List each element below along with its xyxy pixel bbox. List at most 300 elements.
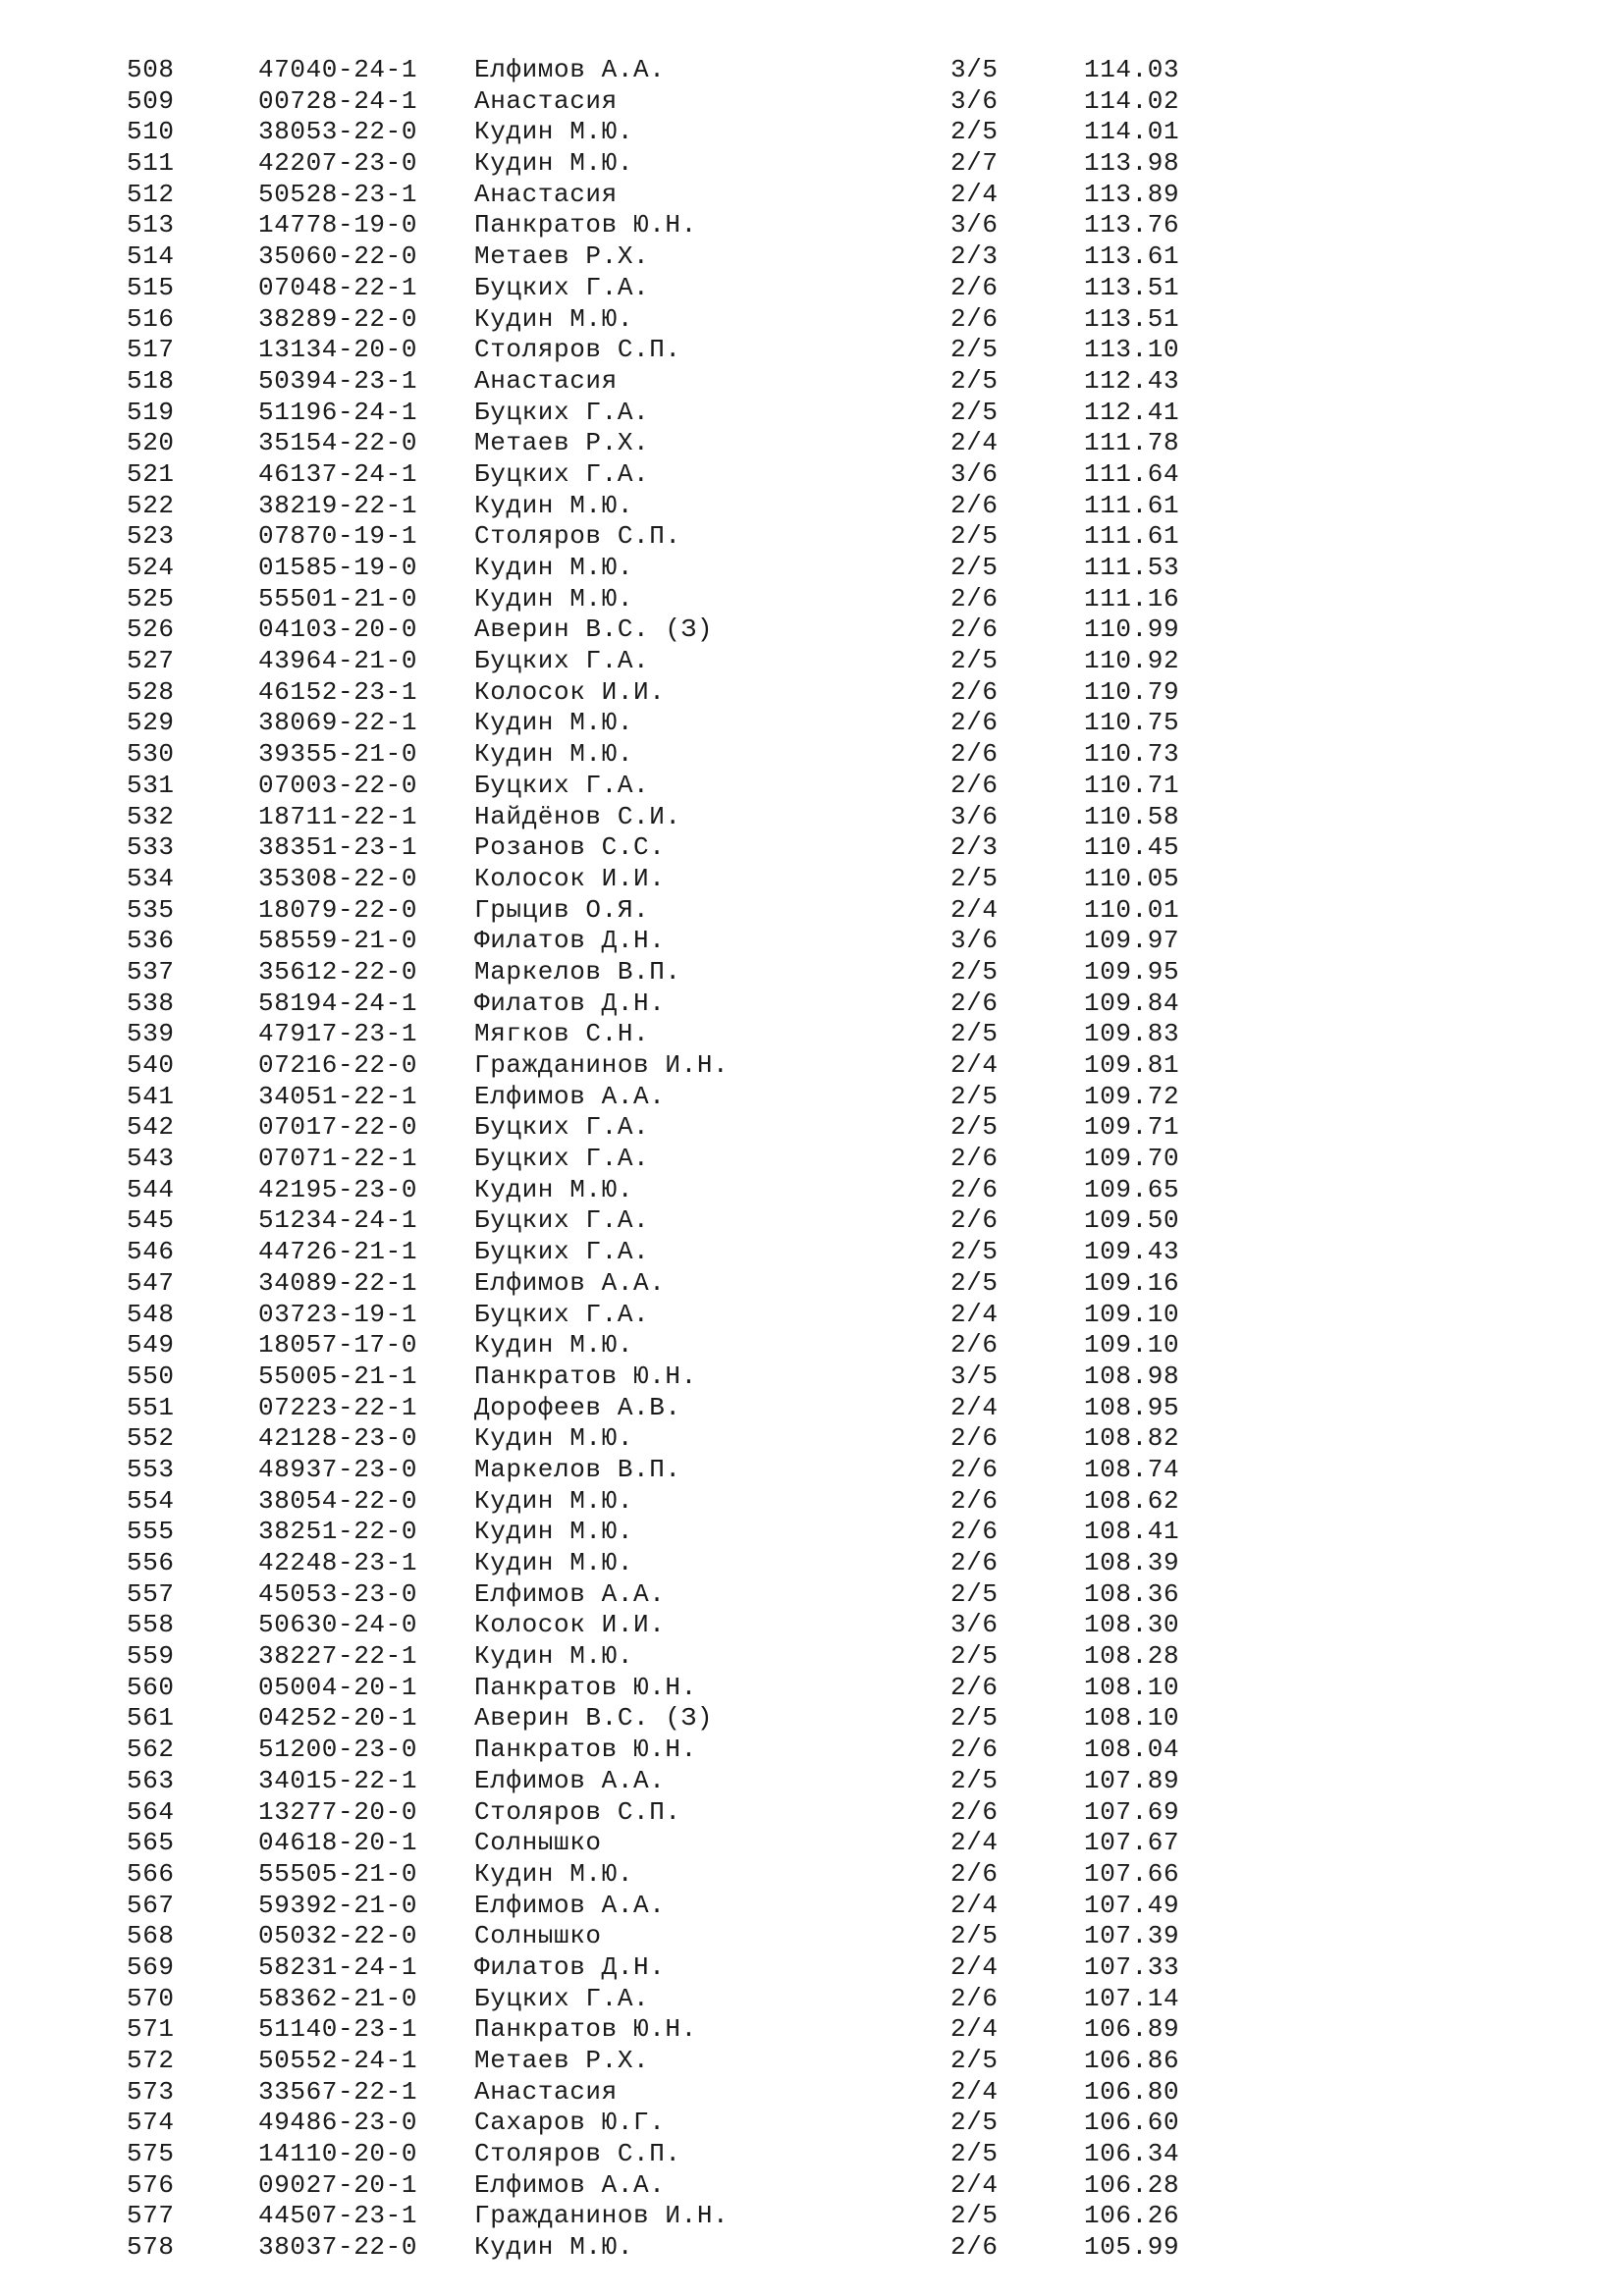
row-number: 557 (127, 1578, 175, 1609)
row-fraction: 2/6 (950, 1517, 999, 1547)
list-row (0, 1673, 1624, 1704)
row-number: 540 (127, 1050, 175, 1080)
list-row (0, 1548, 1624, 1579)
row-name: Кудин М.Ю. (474, 1858, 634, 1889)
row-number: 560 (127, 1672, 175, 1702)
row-name: Кудин М.Ю. (474, 739, 634, 770)
row-code: 04103-20-0 (258, 614, 418, 645)
row-name: Кудин М.Ю. (474, 1517, 634, 1547)
row-value: 106.80 (1084, 2076, 1180, 2107)
row-fraction: 2/4 (950, 1951, 999, 1982)
row-number: 544 (127, 1174, 175, 1204)
row-number: 519 (127, 397, 175, 427)
row-fraction: 2/5 (950, 1081, 999, 1111)
row-fraction: 2/5 (950, 1237, 999, 1267)
list-row (0, 832, 1624, 864)
row-number: 556 (127, 1548, 175, 1577)
row-code: 03723-19-1 (258, 1299, 418, 1329)
row-name: Буцких Г.А. (474, 770, 650, 800)
row-fraction: 2/6 (950, 1548, 999, 1577)
row-fraction: 2/4 (950, 1050, 999, 1080)
row-name: Филатов Д.Н. (474, 1951, 666, 1982)
row-value: 107.67 (1084, 1828, 1180, 1858)
row-number: 565 (127, 1828, 175, 1858)
list-row (0, 771, 1624, 802)
row-code: 04618-20-1 (258, 1828, 418, 1858)
row-fraction: 2/6 (950, 303, 999, 334)
row-code: 44726-21-1 (258, 1237, 418, 1267)
row-code: 51200-23-0 (258, 1735, 418, 1765)
row-value: 106.60 (1084, 2108, 1180, 2138)
row-name: Панкратов Ю.Н. (474, 210, 697, 240)
row-value: 110.73 (1084, 739, 1180, 770)
row-fraction: 2/5 (950, 553, 999, 582)
row-fraction: 2/5 (950, 1921, 999, 1951)
row-number: 520 (127, 428, 175, 458)
row-name: Кудин М.Ю. (474, 1330, 634, 1361)
row-code: 00728-24-1 (258, 85, 418, 116)
row-code: 07003-22-0 (258, 770, 418, 800)
row-value: 113.61 (1084, 241, 1180, 272)
row-code: 50630-24-0 (258, 1610, 418, 1640)
row-number: 575 (127, 2139, 175, 2169)
row-fraction: 2/5 (950, 117, 999, 147)
row-name: Филатов Д.Н. (474, 926, 666, 956)
row-code: 13277-20-0 (258, 1796, 418, 1827)
row-value: 108.39 (1084, 1548, 1180, 1577)
row-fraction: 2/4 (950, 1890, 999, 1920)
list-row (0, 553, 1624, 584)
row-code: 07223-22-1 (258, 1392, 418, 1422)
row-value: 108.98 (1084, 1361, 1180, 1391)
row-code: 43964-21-0 (258, 646, 418, 676)
row-name: Кудин М.Ю. (474, 583, 634, 614)
row-fraction: 2/6 (950, 770, 999, 800)
row-number: 528 (127, 676, 175, 707)
list-row (0, 2139, 1624, 2170)
row-number: 554 (127, 1485, 175, 1516)
row-fraction: 2/3 (950, 241, 999, 272)
row-name: Буцких Г.А. (474, 1112, 650, 1143)
row-name: Колосок И.И. (474, 676, 666, 707)
row-number: 559 (127, 1641, 175, 1672)
row-value: 107.89 (1084, 1765, 1180, 1795)
row-number: 561 (127, 1703, 175, 1734)
row-number: 534 (127, 863, 175, 893)
row-value: 110.75 (1084, 708, 1180, 738)
row-number: 516 (127, 303, 175, 334)
row-name: Елфимов А.А. (474, 2169, 666, 2200)
list-row (0, 864, 1624, 895)
row-number: 577 (127, 2201, 175, 2231)
list-row (0, 1891, 1624, 1922)
row-value: 113.10 (1084, 335, 1180, 365)
list-row (0, 1175, 1624, 1206)
list-row (0, 1952, 1624, 1984)
row-code: 33567-22-1 (258, 2076, 418, 2107)
row-fraction: 3/5 (950, 1361, 999, 1391)
list-row (0, 1393, 1624, 1424)
row-number: 523 (127, 521, 175, 552)
row-code: 05004-20-1 (258, 1672, 418, 1702)
row-name: Буцких Г.А. (474, 1299, 650, 1329)
row-value: 107.33 (1084, 1951, 1180, 1982)
row-code: 46137-24-1 (258, 458, 418, 489)
row-number: 558 (127, 1610, 175, 1640)
row-name: Анастасия (474, 2076, 618, 2107)
row-number: 513 (127, 210, 175, 240)
row-number: 555 (127, 1517, 175, 1547)
list-row (0, 1579, 1624, 1611)
row-number: 543 (127, 1144, 175, 1174)
row-value: 107.69 (1084, 1796, 1180, 1827)
row-code: 42195-23-0 (258, 1174, 418, 1204)
list-row (0, 1019, 1624, 1050)
row-fraction: 3/6 (950, 801, 999, 831)
row-name: Кудин М.Ю. (474, 117, 634, 147)
row-fraction: 2/6 (950, 1735, 999, 1765)
row-value: 110.45 (1084, 832, 1180, 863)
row-name: Панкратов Ю.Н. (474, 1672, 697, 1702)
list-row (0, 1362, 1624, 1393)
row-name: Буцких Г.А. (474, 397, 650, 427)
list-row (0, 1735, 1624, 1766)
row-name: Сахаров Ю.Г. (474, 2108, 666, 2138)
row-name: Столяров С.П. (474, 2139, 681, 2169)
row-fraction: 2/5 (950, 1641, 999, 1672)
row-name: Метаев Р.Х. (474, 2046, 650, 2075)
row-fraction: 2/6 (950, 583, 999, 614)
row-fraction: 2/5 (950, 2139, 999, 2169)
row-value: 106.34 (1084, 2139, 1180, 2169)
row-value: 108.04 (1084, 1735, 1180, 1765)
list-row (0, 2077, 1624, 2109)
row-value: 113.89 (1084, 179, 1180, 209)
row-name: Мягков С.Н. (474, 1019, 650, 1049)
list-row (0, 802, 1624, 833)
row-number: 508 (127, 55, 175, 84)
row-number: 529 (127, 708, 175, 738)
row-code: 07216-22-0 (258, 1050, 418, 1080)
row-value: 110.05 (1084, 863, 1180, 893)
row-value: 108.10 (1084, 1672, 1180, 1702)
list-row (0, 304, 1624, 336)
list-row (0, 2170, 1624, 2202)
row-value: 110.92 (1084, 646, 1180, 676)
row-name: Буцких Г.А. (474, 1237, 650, 1267)
list-row (0, 1766, 1624, 1797)
row-name: Елфимов А.А. (474, 1765, 666, 1795)
row-fraction: 2/6 (950, 676, 999, 707)
row-value: 112.43 (1084, 365, 1180, 396)
row-name: Филатов Д.Н. (474, 988, 666, 1018)
list-row (0, 1205, 1624, 1237)
row-value: 109.81 (1084, 1050, 1180, 1080)
row-value: 114.02 (1084, 85, 1180, 116)
list-row (0, 428, 1624, 459)
list-row (0, 459, 1624, 491)
row-code: 18057-17-0 (258, 1330, 418, 1361)
row-number: 510 (127, 117, 175, 147)
list-row (0, 1050, 1624, 1082)
row-name: Кудин М.Ю. (474, 490, 634, 520)
row-name: Кудин М.Ю. (474, 1174, 634, 1204)
list-row (0, 646, 1624, 677)
row-value: 105.99 (1084, 2232, 1180, 2263)
row-code: 38289-22-0 (258, 303, 418, 334)
list-row (0, 1859, 1624, 1891)
row-number: 566 (127, 1858, 175, 1889)
row-name: Елфимов А.А. (474, 1578, 666, 1609)
row-value: 108.82 (1084, 1423, 1180, 1454)
row-number: 550 (127, 1361, 175, 1391)
row-fraction: 3/6 (950, 85, 999, 116)
row-value: 109.16 (1084, 1267, 1180, 1298)
list-row (0, 1423, 1624, 1455)
row-fraction: 2/4 (950, 179, 999, 209)
row-name: Елфимов А.А. (474, 55, 666, 84)
row-value: 113.76 (1084, 210, 1180, 240)
row-fraction: 2/5 (950, 1019, 999, 1049)
row-name: Солнышко (474, 1828, 602, 1858)
row-value: 106.89 (1084, 2014, 1180, 2045)
row-fraction: 2/5 (950, 1765, 999, 1795)
row-value: 111.61 (1084, 521, 1180, 552)
row-fraction: 2/4 (950, 894, 999, 925)
row-value: 113.51 (1084, 303, 1180, 334)
row-name: Кудин М.Ю. (474, 1423, 634, 1454)
row-code: 38227-22-1 (258, 1641, 418, 1672)
row-code: 51196-24-1 (258, 397, 418, 427)
row-value: 109.43 (1084, 1237, 1180, 1267)
list-row (0, 210, 1624, 241)
row-value: 107.39 (1084, 1921, 1180, 1951)
row-value: 110.79 (1084, 676, 1180, 707)
row-fraction: 2/6 (950, 2232, 999, 2263)
row-fraction: 2/6 (950, 1423, 999, 1454)
list-row (0, 1797, 1624, 1829)
row-value: 108.95 (1084, 1392, 1180, 1422)
row-name: Кудин М.Ю. (474, 553, 634, 582)
row-fraction: 2/4 (950, 428, 999, 458)
row-name: Маркелов В.П. (474, 1454, 681, 1484)
row-fraction: 2/4 (950, 1828, 999, 1858)
row-fraction: 2/5 (950, 397, 999, 427)
row-name: Буцких Г.А. (474, 272, 650, 302)
list-row (0, 521, 1624, 553)
row-value: 106.86 (1084, 2046, 1180, 2075)
row-name: Столяров С.П. (474, 335, 681, 365)
row-code: 35612-22-0 (258, 956, 418, 987)
row-number: 512 (127, 179, 175, 209)
row-fraction: 2/4 (950, 2169, 999, 2200)
row-number: 548 (127, 1299, 175, 1329)
list-row (0, 988, 1624, 1020)
row-name: Кудин М.Ю. (474, 2232, 634, 2263)
row-code: 50552-24-1 (258, 2046, 418, 2075)
row-code: 35308-22-0 (258, 863, 418, 893)
row-value: 114.03 (1084, 55, 1180, 84)
row-value: 107.14 (1084, 1983, 1180, 2013)
row-number: 574 (127, 2108, 175, 2138)
row-name: Дорофеев А.В. (474, 1392, 681, 1422)
row-value: 109.95 (1084, 956, 1180, 987)
row-code: 48937-23-0 (258, 1454, 418, 1484)
list-row (0, 1703, 1624, 1735)
row-name: Кудин М.Ю. (474, 1548, 634, 1577)
row-number: 563 (127, 1765, 175, 1795)
row-name: Аверин В.С. (З) (474, 614, 714, 645)
row-name: Гражданинов И.Н. (474, 1050, 730, 1080)
row-number: 509 (127, 85, 175, 116)
row-number: 546 (127, 1237, 175, 1267)
row-name: Столяров С.П. (474, 521, 681, 552)
row-code: 38037-22-0 (258, 2232, 418, 2263)
row-number: 547 (127, 1267, 175, 1298)
row-code: 07048-22-1 (258, 272, 418, 302)
row-code: 38219-22-1 (258, 490, 418, 520)
row-name: Кудин М.Ю. (474, 303, 634, 334)
row-code: 46152-23-1 (258, 676, 418, 707)
row-number: 578 (127, 2232, 175, 2263)
row-fraction: 2/5 (950, 863, 999, 893)
row-fraction: 2/7 (950, 148, 999, 179)
row-name: Кудин М.Ю. (474, 708, 634, 738)
row-name: Аверин В.С. (З) (474, 1703, 714, 1734)
list-row (0, 895, 1624, 927)
row-code: 39355-21-0 (258, 739, 418, 770)
row-number: 562 (127, 1735, 175, 1765)
row-name: Буцких Г.А. (474, 1144, 650, 1174)
row-fraction: 2/4 (950, 2076, 999, 2107)
list-row (0, 1517, 1624, 1548)
row-value: 109.10 (1084, 1299, 1180, 1329)
row-fraction: 2/6 (950, 1144, 999, 1174)
row-code: 59392-21-0 (258, 1890, 418, 1920)
row-value: 109.50 (1084, 1205, 1180, 1236)
row-code: 18711-22-1 (258, 801, 418, 831)
row-name: Панкратов Ю.Н. (474, 1735, 697, 1765)
row-number: 551 (127, 1392, 175, 1422)
row-fraction: 3/6 (950, 926, 999, 956)
row-value: 110.99 (1084, 614, 1180, 645)
row-name: Столяров С.П. (474, 1796, 681, 1827)
row-name: Панкратов Ю.Н. (474, 2014, 697, 2045)
row-number: 552 (127, 1423, 175, 1454)
list-row (0, 1455, 1624, 1486)
row-fraction: 2/5 (950, 2046, 999, 2075)
row-fraction: 3/5 (950, 55, 999, 84)
row-code: 38251-22-0 (258, 1517, 418, 1547)
row-value: 109.97 (1084, 926, 1180, 956)
row-fraction: 2/5 (950, 521, 999, 552)
row-name: Елфимов А.А. (474, 1890, 666, 1920)
row-value: 108.36 (1084, 1578, 1180, 1609)
list-row (0, 1984, 1624, 2015)
list-row (0, 1486, 1624, 1518)
list-row (0, 1330, 1624, 1362)
list-row (0, 1641, 1624, 1673)
row-code: 42128-23-0 (258, 1423, 418, 1454)
list-row (0, 1921, 1624, 1952)
row-name: Кудин М.Ю. (474, 148, 634, 179)
list-row (0, 1112, 1624, 1144)
list-row (0, 491, 1624, 522)
row-fraction: 2/6 (950, 988, 999, 1018)
list-row (0, 1610, 1624, 1641)
row-code: 55505-21-0 (258, 1858, 418, 1889)
row-fraction: 3/6 (950, 210, 999, 240)
row-code: 05032-22-0 (258, 1921, 418, 1951)
row-fraction: 2/6 (950, 1174, 999, 1204)
row-fraction: 2/5 (950, 2108, 999, 2138)
row-fraction: 2/5 (950, 365, 999, 396)
list-row (0, 180, 1624, 211)
row-value: 111.78 (1084, 428, 1180, 458)
row-number: 525 (127, 583, 175, 614)
row-fraction: 2/6 (950, 272, 999, 302)
row-value: 108.74 (1084, 1454, 1180, 1484)
row-number: 549 (127, 1330, 175, 1361)
row-name: Буцких Г.А. (474, 1205, 650, 1236)
row-fraction: 2/6 (950, 1858, 999, 1889)
row-number: 526 (127, 614, 175, 645)
row-value: 110.58 (1084, 801, 1180, 831)
list-row (0, 614, 1624, 646)
row-name: Буцких Г.А. (474, 646, 650, 676)
row-code: 55005-21-1 (258, 1361, 418, 1391)
row-number: 576 (127, 2169, 175, 2200)
row-value: 111.16 (1084, 583, 1180, 614)
row-number: 524 (127, 553, 175, 582)
row-number: 539 (127, 1019, 175, 1049)
row-value: 109.10 (1084, 1330, 1180, 1361)
ranking-list (0, 55, 1624, 2264)
row-fraction: 2/6 (950, 1454, 999, 1484)
row-value: 111.53 (1084, 553, 1180, 582)
row-fraction: 2/6 (950, 1672, 999, 1702)
list-row (0, 86, 1624, 118)
row-fraction: 3/6 (950, 1610, 999, 1640)
row-fraction: 2/5 (950, 2201, 999, 2231)
row-fraction: 2/4 (950, 2014, 999, 2045)
row-name: Анастасия (474, 85, 618, 116)
row-fraction: 2/6 (950, 614, 999, 645)
row-number: 537 (127, 956, 175, 987)
row-value: 111.64 (1084, 458, 1180, 489)
row-fraction: 2/5 (950, 1578, 999, 1609)
row-code: 50394-23-1 (258, 365, 418, 396)
list-row (0, 273, 1624, 304)
row-fraction: 2/6 (950, 490, 999, 520)
row-name: Метаев Р.Х. (474, 428, 650, 458)
list-row (0, 1082, 1624, 1113)
row-value: 110.01 (1084, 894, 1180, 925)
row-value: 109.83 (1084, 1019, 1180, 1049)
row-fraction: 2/6 (950, 708, 999, 738)
row-value: 110.71 (1084, 770, 1180, 800)
row-value: 112.41 (1084, 397, 1180, 427)
row-name: Розанов С.С. (474, 832, 666, 863)
row-fraction: 2/5 (950, 1703, 999, 1734)
row-value: 109.65 (1084, 1174, 1180, 1204)
row-code: 18079-22-0 (258, 894, 418, 925)
row-code: 14778-19-0 (258, 210, 418, 240)
row-fraction: 2/6 (950, 1205, 999, 1236)
row-fraction: 2/4 (950, 1299, 999, 1329)
row-name: Буцких Г.А. (474, 1983, 650, 2013)
row-fraction: 3/6 (950, 458, 999, 489)
